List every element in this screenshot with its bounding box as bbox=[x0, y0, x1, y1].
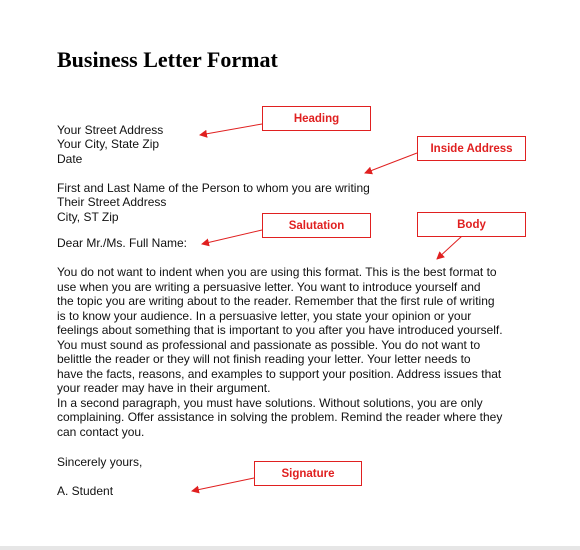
signature-callout: Signature bbox=[254, 461, 362, 486]
salutation-text: Dear Mr./Ms. Full Name: bbox=[57, 236, 188, 250]
signature-arrow bbox=[192, 478, 254, 491]
body-line: You must sound as professional and passionate as possible. You do not want to bbox=[57, 337, 481, 352]
page-title: Business Letter Format bbox=[57, 47, 278, 72]
inside-address-city: City, ST Zip bbox=[57, 210, 119, 224]
signature-text: A. Student bbox=[57, 484, 114, 498]
body-line: belittle the reader or they will not finish reading your letter. Your letter needs to bbox=[57, 352, 471, 366]
body-callout: Body bbox=[417, 212, 526, 237]
body-line: complaining. Offer assistance in solving the problem. Remind the reader where they bbox=[57, 410, 503, 424]
closing-text: Sincerely yours, bbox=[57, 455, 143, 469]
inside-address-callout: Inside Address bbox=[417, 136, 526, 161]
salutation-callout: Salutation bbox=[262, 213, 371, 238]
heading-street: Your Street Address bbox=[57, 123, 164, 137]
body-arrow bbox=[437, 236, 462, 259]
inside-address-street: Their Street Address bbox=[57, 195, 167, 209]
body-line: You do not want to indent when you are using this format. This is the best format to bbox=[57, 265, 497, 279]
inside-address-arrow bbox=[365, 153, 417, 173]
body-line: your reader may have in their argument. bbox=[57, 381, 271, 395]
heading-arrow bbox=[200, 124, 262, 135]
heading-city: Your City, State Zip bbox=[57, 137, 160, 151]
body-line: use when you are writing a persuasive letter. You want to introduce yourself and bbox=[57, 279, 481, 294]
body-line: In a second paragraph, you must have solutions. Without solutions, you are only bbox=[57, 395, 483, 410]
body-line: is to know your audience. In a persuasive letter, you state your opinion or your bbox=[57, 308, 472, 323]
salutation-arrow bbox=[202, 230, 262, 244]
inside-address-name: First and Last Name of the Person to whom you are writing bbox=[57, 181, 370, 195]
heading-date: Date bbox=[57, 152, 83, 166]
body-line: can contact you. bbox=[57, 424, 145, 439]
heading-callout: Heading bbox=[262, 106, 371, 131]
body-line: feelings about something that is important to you after you have introduced yourself. bbox=[57, 323, 503, 337]
body-line: have the facts, reasons, and examples to support your position. Address issues that bbox=[57, 366, 502, 381]
body-line: the topic you are writing about to the reader. Remember that the first rule of writing bbox=[57, 294, 495, 308]
bottom-divider bbox=[0, 546, 580, 550]
